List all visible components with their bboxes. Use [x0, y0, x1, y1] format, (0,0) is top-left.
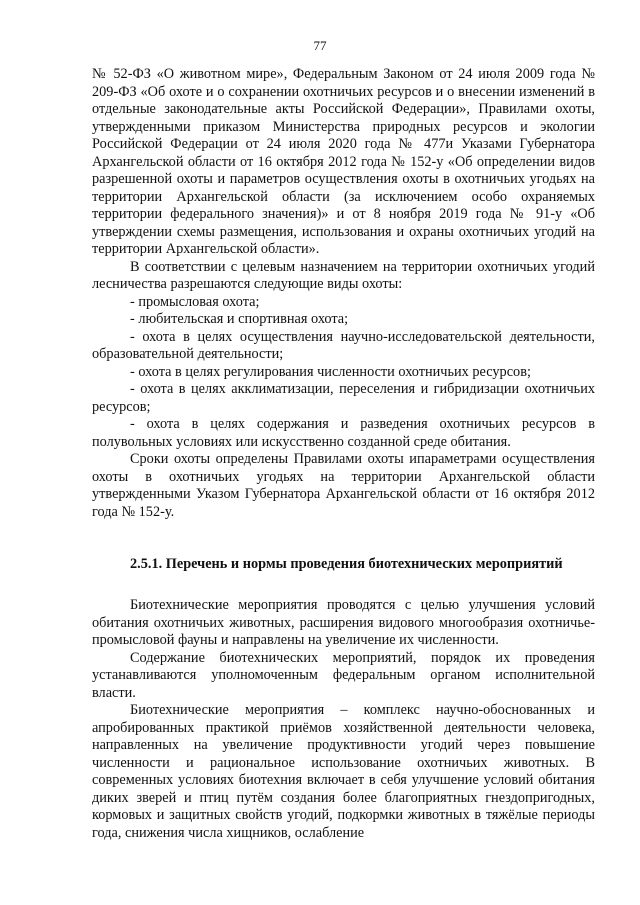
legal-references-paragraph: № 52-ФЗ «О животном мире», Федеральным Законом от 24 июля 2009 года № 209-ФЗ «Об охоте и о сохранении охотничьих ресурсов и о внесении изменений в отдельные законодательные акты Российской Федерации», Правилами охоты, утвержденными приказом Министерства природных ресурсов и экологии Российской Федерации от 24 июля 2020 года № 477и Указами Губернатора Архангельской области от 16 октября 2012 года № 152-у «Об определении видов разрешенной охоты и параметров осуществления охоты в охотничьих угодьях на территории Архангельской области (за исключением особо охраняемых территории федерального значения)» и от 8 ноября 2019 года № 91-у «Об утверждении схемы размещения, использования и охраны охотничьих угодий на территории Архангельской области». [92, 66, 595, 257]
section-heading: 2.5.1. Перечень и нормы проведения биотехнических мероприятий [130, 556, 563, 572]
page-number: 77 [313, 38, 327, 53]
list-item: - охота в целях содержания и разведения охотничьих ресурсов в полувольных условиях или искусственно созданной среде обитания. [92, 416, 595, 450]
biotechnical-section [92, 597, 595, 842]
hunting-terms-paragraph: Сроки охоты определены Правилами охоты ипараметрами осуществления охоты в охотничьих угодьях на территории Архангельской области утвержденными Указом Губернатора Архангельской области от 16 октября 2012 года № 152-у. [92, 451, 595, 520]
legal-basis-section [92, 66, 595, 521]
list-item: - промысловая охота; [130, 293, 260, 310]
hunting-types-list [92, 294, 595, 452]
body-paragraph: Биотехнические мероприятия проводятся с целью улучшения условий обитания охотничьих животных, расширения видового многообразия охотничье-промысловой фауны и направлены на увеличение их численности. [92, 597, 595, 648]
list-item: - любительская и спортивная охота; [130, 311, 349, 327]
list-item: - охота в целях регулирования численности охотничьих ресурсов; [130, 363, 531, 380]
hunting-types-intro: В соответствии с целевым назначением на территории охотничьих угодий лесничества разрешаются следующие виды охоты: [92, 258, 595, 292]
list-item: - охота в целях осуществления научно-исследовательской деятельности, образовательной деятельности; [92, 328, 595, 362]
list-item: - охота в целях акклиматизации, переселения и гибридизации охотничьих ресурсов; [92, 381, 595, 415]
body-paragraph: Биотехнические мероприятия – комплекс научно-обоснованных и апробированных практикой приёмов хозяйственной деятельности человека, направленных на увеличение продуктивности угодий через повышение численности и рациональное использование охотничьих животных. В современных условиях биотехния включает в себя улучшение условий обитания диких зверей и птиц путём создания более благоприятных гнездопригодных, кормовых и защитных свойств угодий, подкормки животных в тяжёлые периоды года, снижения числа хищников, ослабление [92, 702, 595, 841]
body-paragraph: Содержание биотехнических мероприятий, порядок их проведения устанавливаются уполномоченным федеральным органом исполнительной власти. [92, 649, 595, 701]
